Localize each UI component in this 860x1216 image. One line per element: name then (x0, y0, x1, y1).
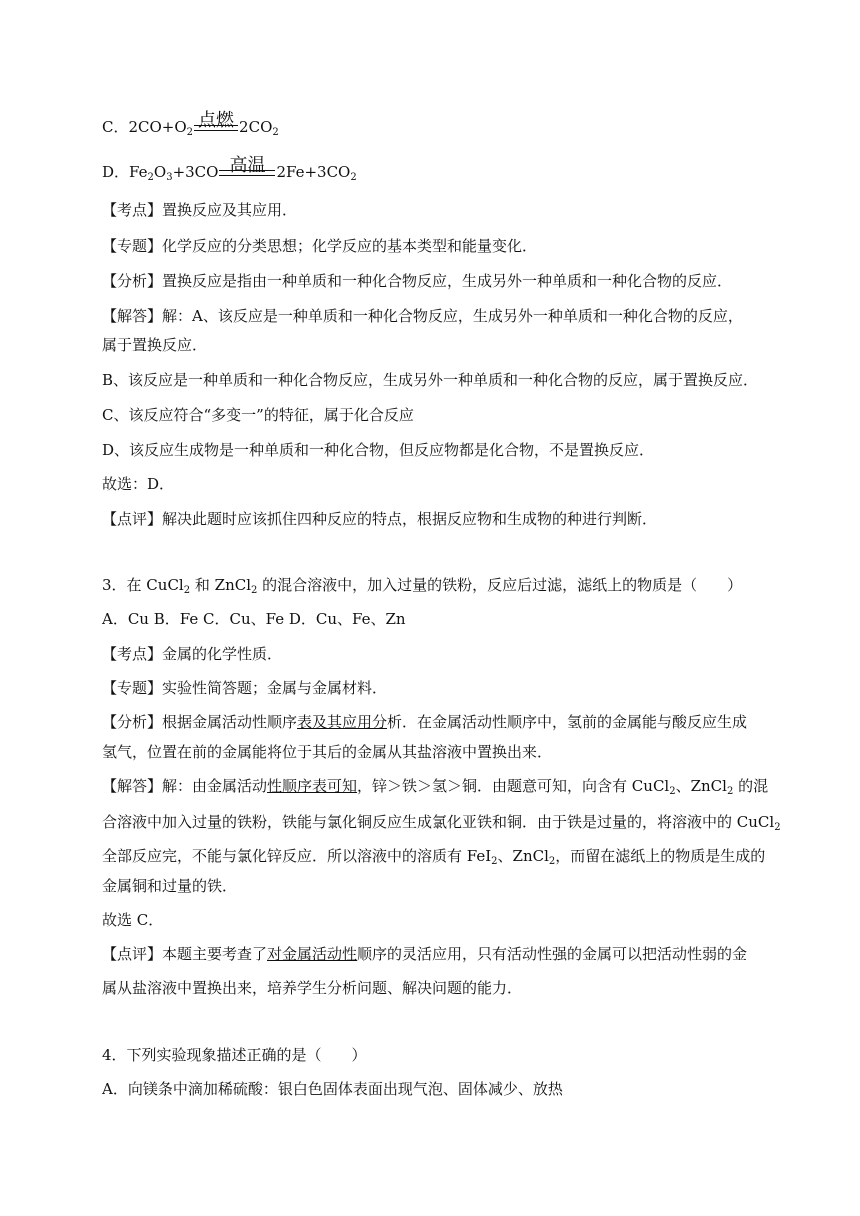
jieda-line: 【解答】解：A、该反应是一种单质和一种化合物反应，生成另外一种单质和一种化合物的反应， (102, 307, 743, 325)
reaction-arrow (193, 110, 239, 137)
question-4-option-a: A．向镁条中滴加稀硫酸：银白色固体表面出现气泡、固体减少、放热 (102, 1080, 563, 1098)
dianping-line: 【点评】解决此题时应该抓住四种反应的特点，根据反应物和生成物的种进行判断． (102, 510, 658, 528)
kaodian-line: 【考点】置换反应及其应用． (102, 201, 298, 219)
underlined-text: 表及其应用分 (297, 713, 388, 731)
answer-b-line: B、该反应是一种单质和一种化合物反应，生成另外一种单质和一种化合物的反应，属于置换反应． (102, 371, 759, 389)
jieda-line: 属于置换反应． (102, 336, 208, 354)
question-3-options: A．Cu B．Fe C．Cu、Fe D．Cu、Fe、Zn (102, 610, 406, 628)
option-c-equation: C．$2CO+O_2$ 点燃 $2CO_2$ (102, 110, 279, 138)
reaction-condition: 高温 (229, 155, 266, 176)
answer-choice: 故选：D． (102, 475, 175, 493)
zhuanti-line: 【专题】实验性简答题；金属与金属材料． (102, 679, 388, 697)
jieda-line: 全部反应完，不能与氯化锌反应．所以溶液中的溶质有 FeI$_2$、ZnCl$_2$，而留在滤纸上的物质是生成的 (102, 847, 766, 867)
underlined-text: 性顺序表可知 (267, 777, 358, 795)
fenxi-line: 【分析】置换反应是指由一种单质和一种化合物反应，生成另外一种单质和一种化合物的反应． (102, 272, 733, 290)
jieda-line: 合溶液中加入过量的铁粉，铁能与氯化铜反应生成氯化亚铁和铜．由于铁是过量的，将溶液中的 CuCl$_2$ (102, 813, 781, 833)
answer-c-line: C、该反应符合“多变一”的特征，属于化合反应 (102, 406, 414, 424)
jieda-line: 金属铜和过量的铁． (102, 877, 238, 895)
reaction-arrow (218, 155, 276, 182)
jieda-line: 【解答】解：由金属活动性顺序表可知，锌＞铁＞氢＞铜．由题意可知，向含有 CuCl$_2$、ZnCl$_2$ 的混 (102, 777, 769, 797)
zhuanti-line: 【专题】化学反应的分类思想；化学反应的基本类型和能量变化． (102, 237, 538, 255)
kaodian-line: 【考点】金属的化学性质． (102, 645, 283, 663)
question-4-stem: 4．下列实验现象描述正确的是（ ） (102, 1046, 367, 1064)
dianping-line: 【点评】本题主要考查了对金属活动性顺序的灵活应用，只有活动性强的金属可以把活动性弱的金 (102, 945, 748, 963)
reaction-condition: 点燃 (198, 110, 235, 131)
underlined-text: 对金属活动性 (267, 945, 358, 963)
fenxi-line: 氢气，位置在前的金属能将位于其后的金属从其盐溶液中置换出来． (102, 743, 553, 761)
dianping-line: 属从盐溶液中置换出来，培养学生分析问题、解决问题的能力． (102, 979, 523, 997)
option-d-equation: D．$Fe_2O_3+3CO$ 高温 $2Fe+3CO_2$ (102, 155, 357, 183)
answer-choice: 故选 C． (102, 911, 164, 929)
answer-d-line: D、该反应生成物是一种单质和一种化合物，但反应物都是化合物，不是置换反应． (102, 441, 655, 459)
fenxi-line: 【分析】根据金属活动性顺序表及其应用分析．在金属活动性顺序中，氢前的金属能与酸反应生成 (102, 713, 748, 731)
question-3-stem: 3．在 CuCl$_2$ 和 ZnCl$_2$ 的混合溶液中，加入过量的铁粉，反应后过滤，滤纸上的物质是（ ） (102, 576, 743, 596)
